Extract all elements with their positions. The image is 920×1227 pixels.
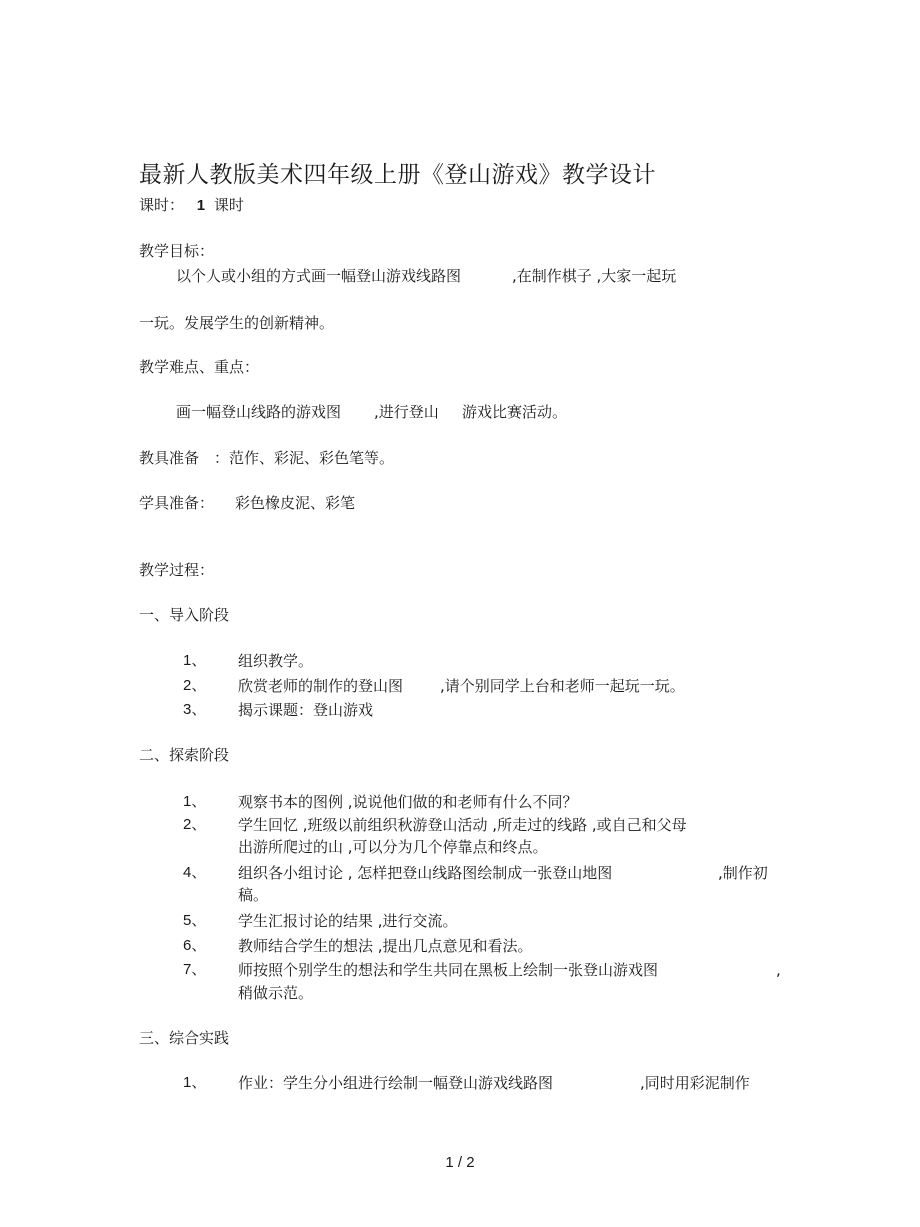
student-tools-label: 学具准备： [139,494,215,512]
section2-heading: 二、探索阶段 [139,746,230,764]
section2-item2-continuation: 出游所爬过的山 ,可以分为几个停靠点和终点。 [238,838,548,856]
section1-item3-text: 揭示课题：登山游戏 [238,701,374,719]
section2-item1-number: 1、 [183,793,207,810]
difficulty-line-b: ,进行登山 [374,403,439,421]
section1-item3-number: 3、 [183,701,207,718]
section2-item4-text-b: ,制作初 [718,864,768,882]
teacher-tools-label: 教具准备 [139,449,200,467]
period-unit: 课时 [213,196,244,214]
section2-item4-number: 4、 [183,864,207,881]
section1-item2-text-b: ,请个别同学上台和老师一起玩一玩。 [440,677,685,695]
student-tools-text: 彩色橡皮泥、彩笔 [235,494,356,512]
section1-heading: 一、导入阶段 [139,606,230,624]
section3-item1-number: 1、 [183,1074,207,1091]
teacher-tools-text: ：范作、彩泥、彩色笔等。 [214,449,395,467]
section3-item1-text-a: 作业：学生分小组进行绘制一幅登山游戏线路图 [238,1074,554,1092]
document-title: 最新人教版美术四年级上册《登山游戏》教学设计 [139,162,656,188]
section2-item2-text: 学生回忆 ,班级以前组织秋游登山活动 ,所走过的线路 ,或自己和父母 [238,816,687,834]
objectives-line-1b: ,在制作棋子 ,大家一起玩 [512,267,677,285]
section2-item4-continuation: 稿。 [238,886,269,904]
section3-heading: 三、综合实践 [139,1029,230,1047]
period-label: 课时： [139,196,185,214]
section1-item1-number: 1、 [183,652,207,669]
section2-item1-text: 观察书本的图例 ,说说他们做的和老师有什么不同？ [238,793,578,811]
section2-item6-text: 教师结合学生的想法 ,提出几点意见和看法。 [238,937,533,955]
section2-item5-number: 5、 [183,912,207,929]
difficulty-line-c: 游戏比赛活动。 [462,403,568,421]
difficulty-line-a: 画一幅登山线路的游戏图 [176,403,342,421]
section1-item1-text: 组织教学。 [238,652,314,670]
section1-item2-text-a: 欣赏老师的制作的登山图 [238,677,404,695]
section1-item2-number: 2、 [183,677,207,694]
section2-item7-continuation: 稍做示范。 [238,984,314,1002]
section2-item7-text-a: 师按照个别学生的想法和学生共同在黑板上绘制一张登山游戏图 [238,961,659,979]
period-value: 1 [196,197,206,214]
section2-item2-number: 2、 [183,816,207,833]
difficulty-heading: 教学难点、重点： [139,358,260,376]
objectives-line-2: 一玩。发展学生的创新精神。 [139,314,335,332]
page-number: 1 / 2 [445,1154,475,1171]
section2-item7-text-b: , [776,961,781,979]
objectives-heading: 教学目标： [139,242,215,260]
section2-item4-text-a: 组织各小组讨论 , 怎样把登山线路图绘制成一张登山地图 [238,864,613,882]
section2-item6-number: 6、 [183,937,207,954]
process-heading: 教学过程： [139,561,215,579]
section2-item7-number: 7、 [183,961,207,978]
section2-item5-text: 学生汇报讨论的结果 ,进行交流。 [238,912,458,930]
objectives-line-1a: 以个人或小组的方式画一幅登山游戏线路图 [176,267,462,285]
period-line [139,195,244,216]
section3-item1-text-b: ,同时用彩泥制作 [640,1074,750,1092]
